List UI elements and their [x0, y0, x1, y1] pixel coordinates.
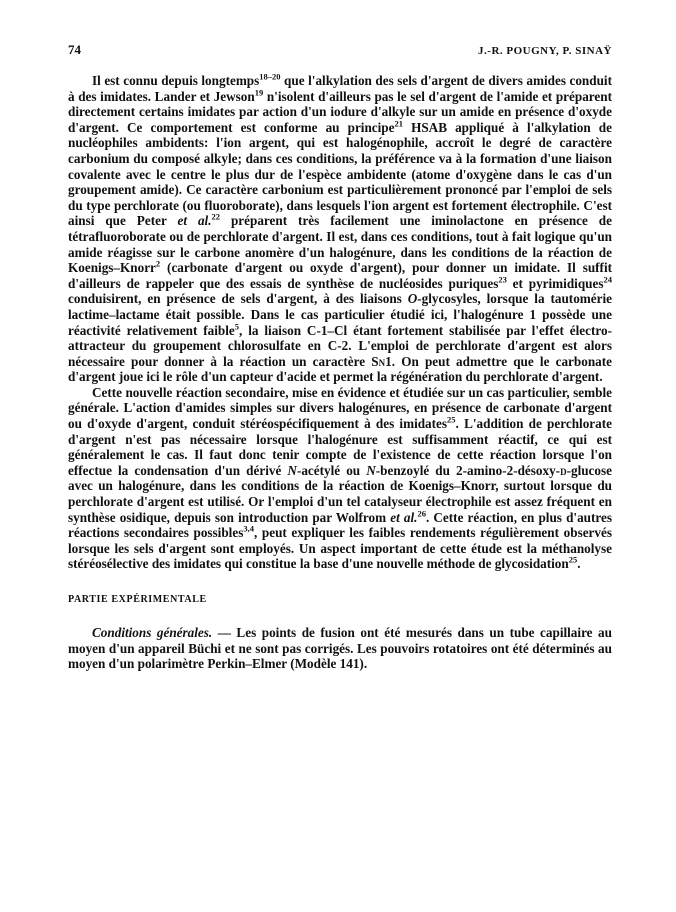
text: . Cette réaction, en plus d'autres réactions secondaires possibles: [68, 509, 612, 541]
running-head-authors: J.-R. POUGNY, P. SINAŸ: [478, 45, 612, 57]
text: . L'addition de perchlorate d'argent n'est pas nécessaire lorsque l'halogénure est suffisamment réactif, ce qui est généralement le cas. Il faut donc tenir compte de l'existence de cette réaction lorsque l'on effectue la condensation d'un dérivé: [68, 416, 612, 478]
reference-superscript: 5: [234, 321, 240, 332]
reference-superscript: 22: [211, 211, 221, 222]
text: HSAB appliqué à l'alkylation de nucléophiles ambidents: l'ion argent, qui est halogénophile, accroît le degré de caractère carbonium du composé alkyle; dans ces conditions, la préférence va à la formation d'une liaison covalente avec le centre le plus dur de l'espèce ambidente (atome d'oxygène dans le cas d'un groupement amide). Ce caractère carbonium est particulièrement prononcé par l'emploi de sels du type perchlorate (ou fluoroborate), dans lesquels l'ion argent est fortement électrophile. C'est ainsi que Peter: [68, 119, 612, 229]
italic-o: O: [407, 291, 418, 307]
reference-superscript: 21: [394, 118, 403, 129]
page: [68, 42, 612, 672]
text: conduisirent, en présence de sels d'argent, à des liaisons: [68, 291, 408, 307]
section-paragraph: [68, 625, 612, 672]
text: (carbonate d'argent ou oxyde d'argent), pour donner un imidate. Il suffit d'ailleurs de rappeler que des essais de synthèse de nucléosides puriques: [68, 260, 612, 291]
italic-et-al: et al.: [177, 213, 212, 229]
text: possède une réactivité relativement faible: [68, 306, 612, 338]
text: préparent très facilement une iminolactone en présence de tétrafluoroborate ou de perchlorate d'argent. Il est, dans ces conditions, tout à fait logique qu'un amide réagisse sur le carbone anomère d'un halogénure, dans les conditions de la réaction de Koenigs–Knorr: [68, 213, 612, 276]
text: -glycosyles, lorsque la tautomérie lactime–lactame était possible. Dans le cas particulier étudié ici, l'halogénure: [68, 291, 612, 322]
reference-superscript: 24: [603, 274, 612, 285]
reference-superscript: 26: [417, 508, 426, 519]
text: — Les points de fusion ont été mesurés dans un tube capillaire au moyen d'un appareil Büchi et ne sont pas corrigés. Les pouvoirs rotatoires ont été déterminés au moyen d'un polarimètre Perkin–Elmer (Modèle 141).: [68, 625, 612, 672]
text: Il est connu depuis longtemps: [92, 73, 260, 88]
reference-superscript: 25: [447, 414, 456, 425]
subsection-title: Conditions générales.: [92, 625, 213, 640]
text: -benzoylé du 2-amino-2-désoxy-: [375, 462, 561, 478]
reference-superscript: 23: [498, 274, 507, 285]
page-number: 74: [68, 42, 81, 57]
text: -acétylé ou: [296, 462, 367, 478]
text: , la liaison C-1–Cl étant fortement stabilisée par l'effet électro-attracteur du groupement chlorosulfate en C-2. L'emploi de perchlorate d'argent est alors nécessaire pour donner à la réaction un caractère: [68, 322, 613, 369]
text: . On peut admettre que le carbonate d'argent joue ici le rôle d'un capteur d'acide et permet la régénération du perchlorate d'argent.: [68, 353, 612, 385]
italic-n: N: [287, 462, 297, 478]
small-caps-d: d: [560, 462, 567, 478]
text: , peut expliquer les faibles rendements régulièrement observés lorsque les sels d'argent sont employés. Un aspect important de cette étude est la méthanolyse stéréosélective des imidates qui constitue la base d'une nouvelle méthode de glycosidation: [68, 525, 612, 572]
paragraph-1: [68, 73, 612, 385]
italic-n: N: [366, 462, 376, 478]
reference-superscript: 3,4: [243, 523, 254, 534]
text: et pyrimidiques: [506, 275, 604, 291]
sn1-term: Sn1: [371, 353, 392, 369]
text: n'isolent d'ailleurs pas le sel d'argent de l'amide et préparent directement certains imidates par action d'un iodure d'alkyle sur un amide en présence d'oxyde d'argent. Ce comportement est conforme au principe: [68, 88, 612, 135]
reference-superscript: 18–20: [259, 71, 281, 82]
reference-superscript: 25: [568, 555, 578, 566]
text: -glucose avec un halogénure, dans les conditions de la réaction de Koenigs–Knorr, surtout lorsque du perchlorate d'argent est utilisé. Or l'emploi d'un tel catalyseur électrophile est assez fréquent en synthèse osidique, depuis son introduction par Wolfrom: [68, 462, 612, 525]
text: que l'alkylation des sels d'argent de divers amides conduit à des imidates. Lander et Jewson: [68, 73, 612, 104]
running-head: [68, 42, 612, 58]
text: .: [577, 556, 581, 572]
text: Cette nouvelle réaction secondaire, mise en évidence et étudiée sur un cas particulier, semble générale. L'action d'amides simples sur divers halogénures, en présence de carbonate d'argent ou d'oxyde d'argent, conduit stéréospécifiquement à des imidates: [68, 384, 612, 432]
italic-et-al: et al.: [390, 509, 418, 525]
paragraph-2: [68, 385, 612, 572]
reference-superscript: 2: [155, 258, 161, 269]
section-heading: PARTIE EXPÉRIMENTALE: [68, 594, 207, 605]
compound-number: 1: [529, 306, 537, 322]
reference-superscript: 19: [254, 87, 264, 98]
